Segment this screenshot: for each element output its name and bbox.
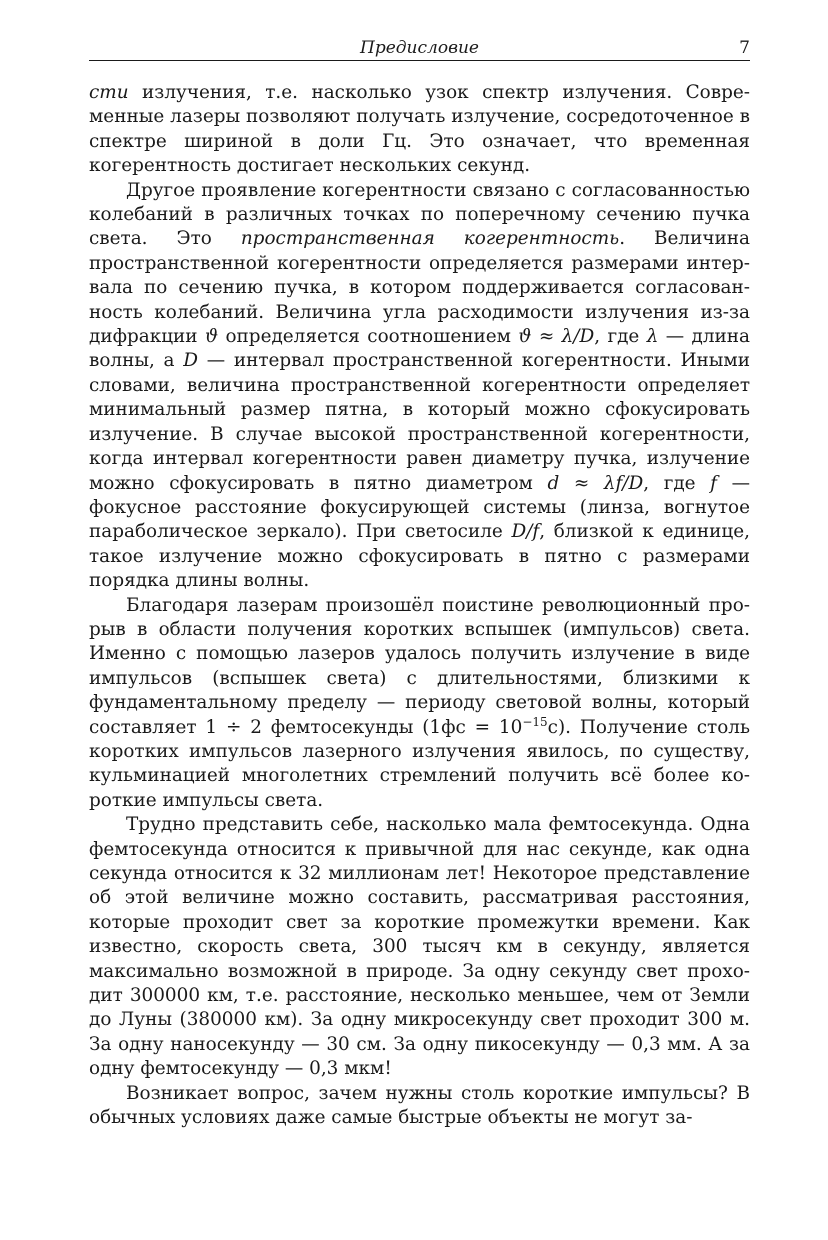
italic-term: пространственная когерентность bbox=[240, 228, 620, 250]
italic-term: сти bbox=[89, 82, 129, 103]
math-expression: f bbox=[710, 472, 717, 494]
paragraph bbox=[89, 813, 750, 1081]
paragraph bbox=[89, 1082, 750, 1131]
text-run: с). Получение столь коротких импульсов лазерного излучения явилось, по существу, кульминацией многолетних стремлений получить всё более короткие импульсы света. bbox=[89, 716, 750, 811]
text-run: излучения, т.е. насколько узок спектр излучения. Современные лазеры позволяют получать излучение, сосредоточенное в спектре шириной в доли Гц. Это означает, что временная когерентность достигает нескольких секунд. bbox=[89, 82, 750, 177]
text-run: , где bbox=[643, 472, 711, 494]
body-text bbox=[89, 81, 750, 1130]
math-expression: D/f bbox=[511, 521, 540, 543]
text-run: Трудно представить себе, насколько мала фемтосекунда. Одна фемтосекунда относится к привычной для нас секунде, как одна секунда относится к 32 миллионам лет! Некоторое представление об этой величине можно составить, рассматривая расстояния, которые проходит свет за короткие промежутки времени. Как известно, скорость света, 300 тысяч км в секунду, является максимально возможной в природе. За одну секунду свет проходит 300000 км, т.е. расстояние, несколько меньшее, чем от Земли до Луны (380000 км). За одну микросекунду свет проходит 300 м. За одну наносекунду — 30 см. За одну пикосекунду — 0,3 мм. А за одну фемтосекунду — 0,3 мкм! bbox=[89, 814, 750, 1080]
text-run: — фокусное расстояние фокусирующей системы (линза, вогнутое параболическое зеркало). При светосиле bbox=[89, 472, 750, 543]
math-expression: ϑ ≈ λ/D bbox=[518, 326, 595, 348]
text-run: , где bbox=[594, 326, 647, 348]
book-page bbox=[89, 36, 750, 1130]
paragraph bbox=[89, 594, 750, 814]
math-expression: λ bbox=[646, 326, 659, 348]
text-run: — длина волны, а bbox=[89, 326, 750, 372]
math-expression: d ≈ λf/D bbox=[547, 472, 644, 494]
superscript: −15 bbox=[522, 714, 548, 729]
math-expression: ϑ bbox=[204, 326, 219, 348]
running-title: Предисловие bbox=[360, 38, 479, 58]
text-run: Благодаря лазерам произошёл поистине революционный прорыв в области получения коротких вспышек (импульсов) света. Именно с помощью лазеров удалось получить излучение в виде импульсов (вспышек света) с длительностями, близкими к фундаментальному пределу — периоду световой волны, который составляет 1 ÷ 2 фемтосекунды (1фс = 10 bbox=[89, 594, 750, 738]
math-expression: D bbox=[183, 350, 198, 372]
running-header bbox=[89, 36, 750, 61]
text-run: . Величина пространственной когерентности определяется размерами интервала по сечению пучка, в котором поддерживается согласованность колебаний. Величина угла расходимости излучения из-за дифракции bbox=[89, 228, 751, 348]
text-run: определяется соотношением bbox=[218, 326, 519, 348]
text-run: Возникает вопрос, зачем нужны столь короткие импульсы? В обычных условиях даже самые быстрые объекты не могут за- bbox=[89, 1082, 750, 1129]
paragraph bbox=[89, 81, 750, 179]
page-number: 7 bbox=[739, 38, 750, 58]
paragraph bbox=[89, 179, 750, 594]
text-run: , близкой к единице, такое излучение можно сфокусировать в пятно с размерами порядка длины волны. bbox=[89, 521, 750, 592]
text-run: Другое проявление когерентности связано с согласованностью колебаний в различных точках по поперечному сечению пучка света. Это bbox=[89, 179, 750, 250]
text-run: — интервал пространственной когерентности. Иными словами, величина пространственной когерентности определяет минимальный размер пятна, в который можно сфокусировать излучение. В случае высокой пространственной когерентности, когда интервал когерентности равен диаметру пучка, излучение можно сфокусировать в пятно диаметром bbox=[89, 350, 750, 494]
